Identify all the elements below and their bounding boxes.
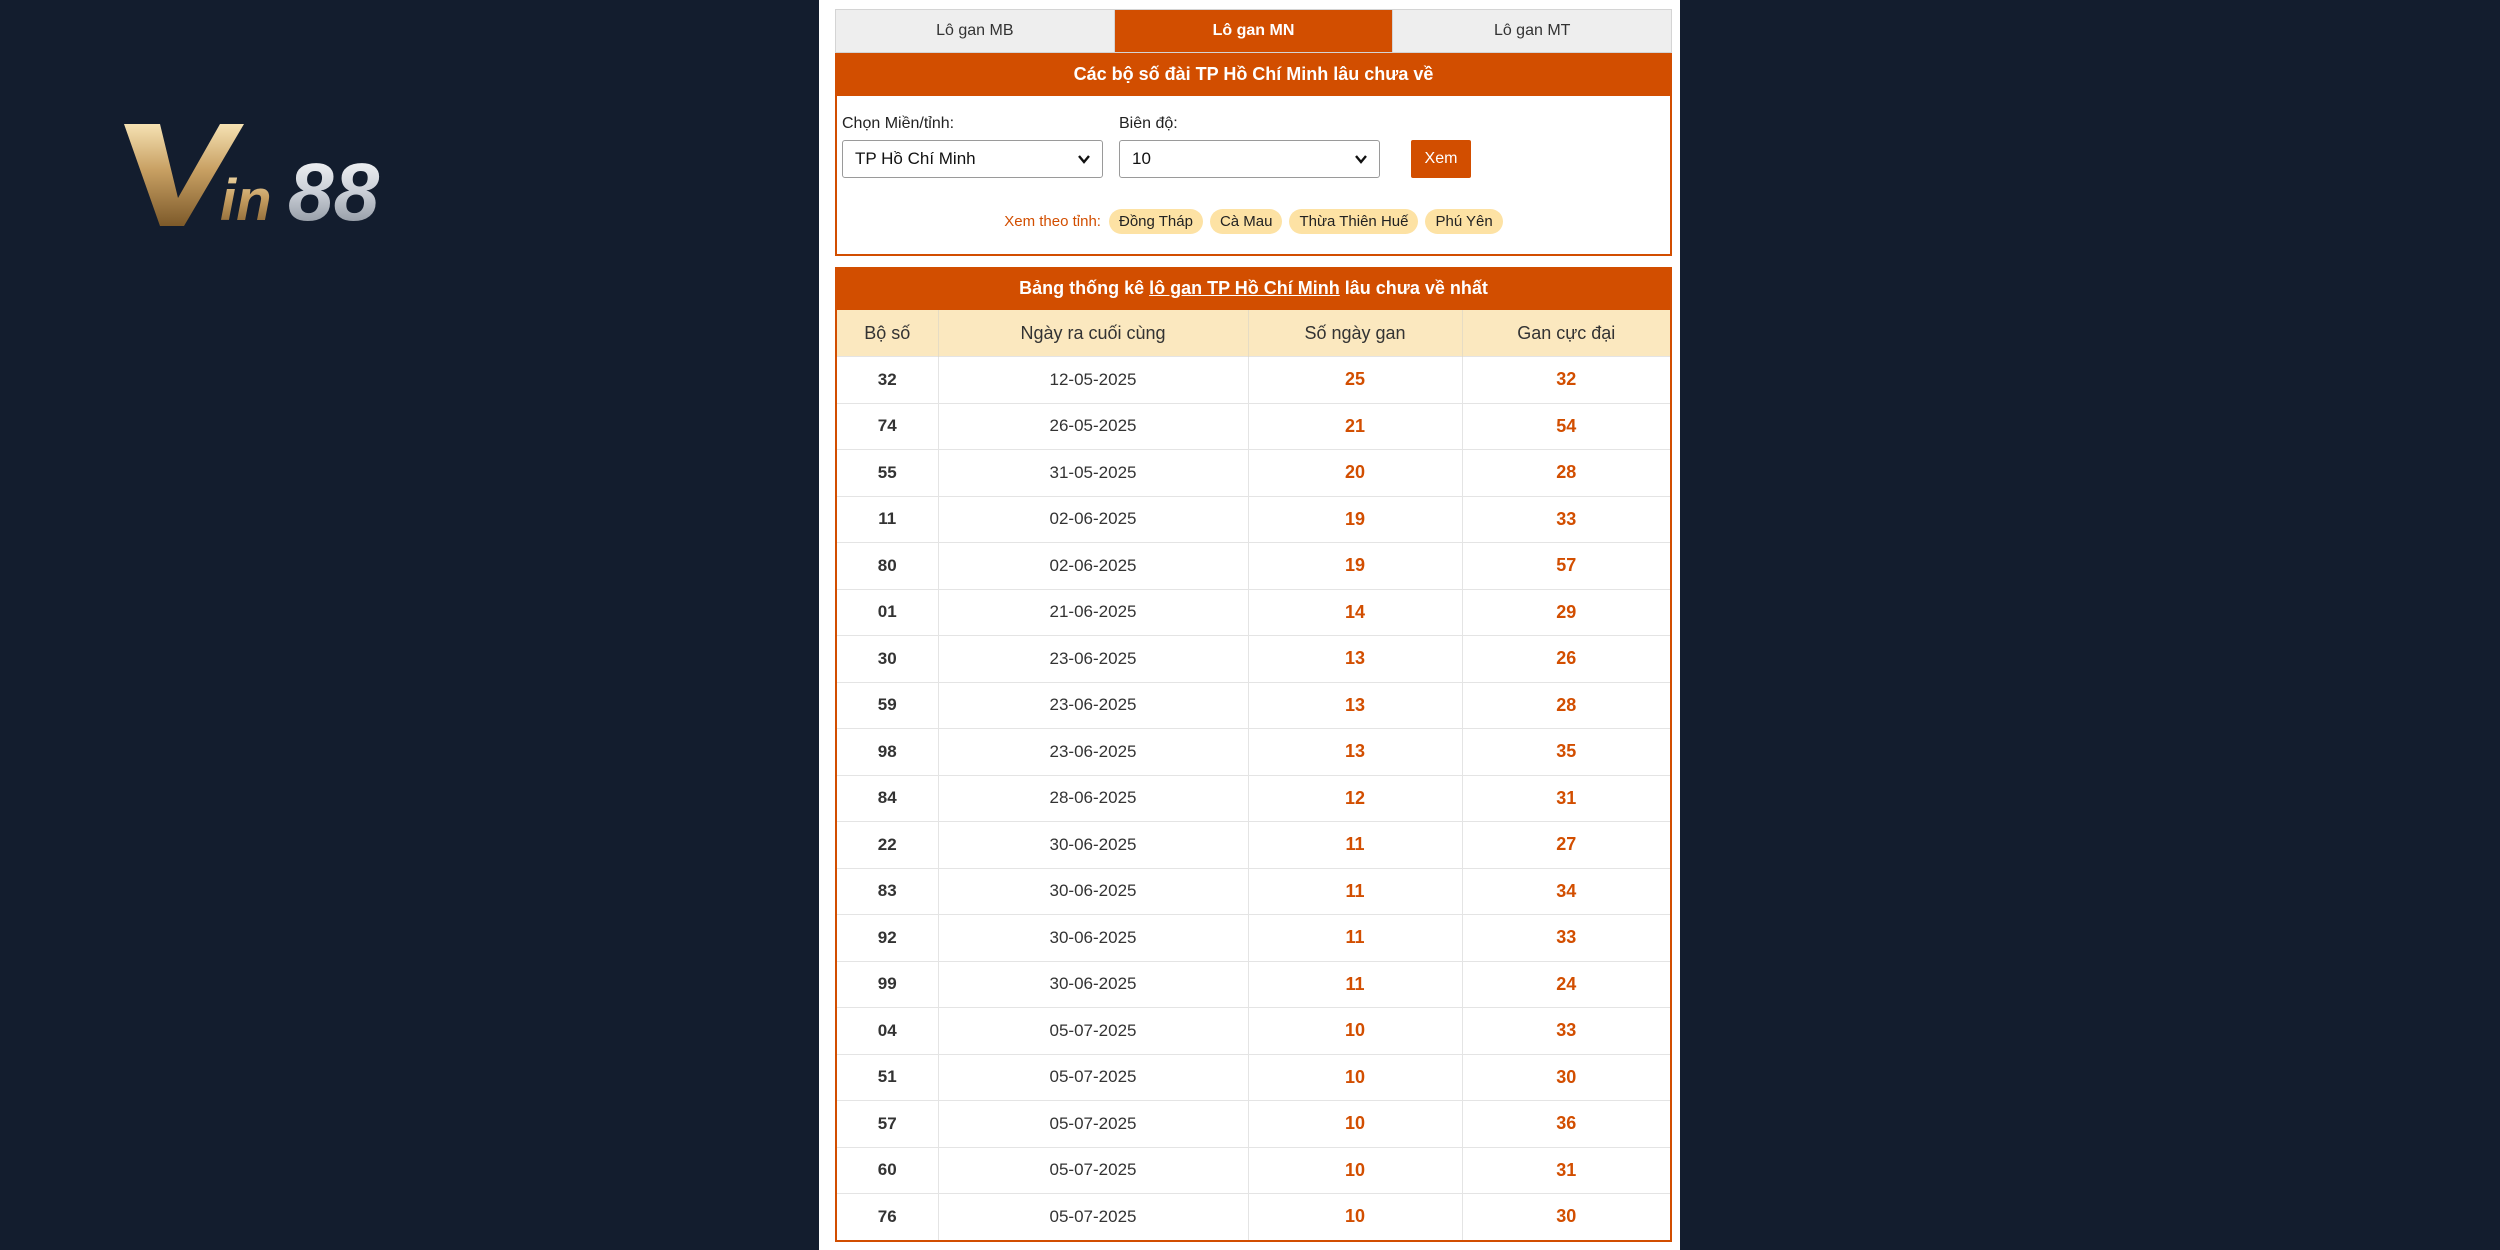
max-gap-cell: 35 <box>1462 729 1670 776</box>
days-gap-cell: 21 <box>1248 403 1462 450</box>
table-row <box>837 1101 1670 1148</box>
max-gap-cell: 27 <box>1462 822 1670 869</box>
number-cell: 80 <box>837 543 938 590</box>
province-label: Xem theo tỉnh: <box>1004 213 1101 230</box>
table-row <box>837 357 1670 404</box>
number-cell: 60 <box>837 1147 938 1194</box>
max-gap-cell: 34 <box>1462 868 1670 915</box>
table-row <box>837 775 1670 822</box>
range-label: Biên độ: <box>1119 115 1178 132</box>
tab-lo-gan-mn[interactable]: Lô gan MN <box>1115 10 1394 52</box>
days-gap-cell: 20 <box>1248 450 1462 497</box>
days-gap-cell: 10 <box>1248 1147 1462 1194</box>
days-gap-cell: 11 <box>1248 868 1462 915</box>
vin88-logo <box>120 110 480 240</box>
region-select-value: TP Hồ Chí Minh <box>855 149 976 168</box>
days-gap-cell: 10 <box>1248 1101 1462 1148</box>
province-chip-thua-thien-hue[interactable]: Thừa Thiên Huế <box>1289 209 1418 234</box>
last-date-cell: 23-06-2025 <box>938 682 1248 729</box>
last-date-cell: 05-07-2025 <box>938 1008 1248 1055</box>
main-panel <box>819 0 1680 1250</box>
number-cell: 55 <box>837 450 938 497</box>
days-gap-cell: 19 <box>1248 543 1462 590</box>
max-gap-cell: 33 <box>1462 496 1670 543</box>
number-cell: 51 <box>837 1054 938 1101</box>
last-date-cell: 02-06-2025 <box>938 496 1248 543</box>
number-cell: 74 <box>837 403 938 450</box>
max-gap-cell: 57 <box>1462 543 1670 590</box>
last-date-cell: 12-05-2025 <box>938 357 1248 404</box>
table-title <box>837 267 1670 310</box>
max-gap-cell: 29 <box>1462 589 1670 636</box>
filter-title: Các bộ số đài TP Hồ Chí Minh lâu chưa về <box>837 53 1670 96</box>
days-gap-cell: 13 <box>1248 729 1462 776</box>
days-gap-cell: 10 <box>1248 1054 1462 1101</box>
last-date-cell: 30-06-2025 <box>938 868 1248 915</box>
last-date-cell: 05-07-2025 <box>938 1101 1248 1148</box>
days-gap-cell: 11 <box>1248 915 1462 962</box>
chevron-down-icon <box>1353 151 1369 167</box>
table-row <box>837 1147 1670 1194</box>
region-tabs <box>835 9 1672 53</box>
number-cell: 92 <box>837 915 938 962</box>
max-gap-cell: 24 <box>1462 961 1670 1008</box>
number-cell: 84 <box>837 775 938 822</box>
table-row <box>837 450 1670 497</box>
last-date-cell: 05-07-2025 <box>938 1147 1248 1194</box>
last-date-cell: 31-05-2025 <box>938 450 1248 497</box>
number-cell: 99 <box>837 961 938 1008</box>
province-chip-phu-yen[interactable]: Phú Yên <box>1425 209 1502 234</box>
number-cell: 11 <box>837 496 938 543</box>
table-row <box>837 729 1670 776</box>
table-row <box>837 636 1670 683</box>
last-date-cell: 26-05-2025 <box>938 403 1248 450</box>
column-header: Bộ số <box>837 310 938 357</box>
table-row <box>837 1008 1670 1055</box>
number-cell: 57 <box>837 1101 938 1148</box>
lo-gan-table <box>837 310 1670 1240</box>
max-gap-cell: 30 <box>1462 1054 1670 1101</box>
table-row <box>837 961 1670 1008</box>
max-gap-cell: 36 <box>1462 1101 1670 1148</box>
max-gap-cell: 31 <box>1462 775 1670 822</box>
table-title-prefix: Bảng thống kê <box>1019 278 1145 298</box>
last-date-cell: 05-07-2025 <box>938 1194 1248 1240</box>
days-gap-cell: 14 <box>1248 589 1462 636</box>
number-cell: 30 <box>837 636 938 683</box>
table-row <box>837 822 1670 869</box>
table-title-link[interactable]: lô gan TP Hồ Chí Minh <box>1149 278 1340 298</box>
last-date-cell: 28-06-2025 <box>938 775 1248 822</box>
tab-lo-gan-mt[interactable]: Lô gan MT <box>1393 10 1671 52</box>
column-header: Số ngày gan <box>1248 310 1462 357</box>
number-cell: 59 <box>837 682 938 729</box>
last-date-cell: 30-06-2025 <box>938 961 1248 1008</box>
days-gap-cell: 11 <box>1248 961 1462 1008</box>
region-label: Chọn Miền/tỉnh: <box>842 115 955 132</box>
table-row <box>837 915 1670 962</box>
stats-table-box <box>835 267 1672 1242</box>
number-cell: 98 <box>837 729 938 776</box>
number-cell: 22 <box>837 822 938 869</box>
last-date-cell: 30-06-2025 <box>938 822 1248 869</box>
table-row <box>837 682 1670 729</box>
range-select[interactable] <box>1119 140 1380 178</box>
max-gap-cell: 32 <box>1462 357 1670 404</box>
region-select[interactable] <box>842 140 1103 178</box>
tab-lo-gan-mb[interactable]: Lô gan MB <box>836 10 1115 52</box>
province-chip-dong-thap[interactable]: Đồng Tháp <box>1109 209 1203 234</box>
days-gap-cell: 19 <box>1248 496 1462 543</box>
svg-text:88: 88 <box>288 147 380 238</box>
table-header-row <box>837 310 1670 357</box>
column-header: Ngày ra cuối cùng <box>938 310 1248 357</box>
days-gap-cell: 12 <box>1248 775 1462 822</box>
last-date-cell: 23-06-2025 <box>938 729 1248 776</box>
table-title-suffix: lâu chưa về nhất <box>1344 278 1488 298</box>
max-gap-cell: 30 <box>1462 1194 1670 1240</box>
table-row <box>837 543 1670 590</box>
days-gap-cell: 13 <box>1248 682 1462 729</box>
svg-text:in: in <box>220 168 272 233</box>
days-gap-cell: 25 <box>1248 357 1462 404</box>
max-gap-cell: 54 <box>1462 403 1670 450</box>
number-cell: 83 <box>837 868 938 915</box>
chevron-down-icon <box>1076 151 1092 167</box>
max-gap-cell: 33 <box>1462 915 1670 962</box>
province-chip-ca-mau[interactable]: Cà Mau <box>1210 209 1283 234</box>
max-gap-cell: 28 <box>1462 450 1670 497</box>
days-gap-cell: 10 <box>1248 1194 1462 1240</box>
max-gap-cell: 31 <box>1462 1147 1670 1194</box>
table-row <box>837 868 1670 915</box>
column-header: Gan cực đại <box>1462 310 1670 357</box>
province-links <box>837 209 1670 234</box>
view-button[interactable]: Xem <box>1411 140 1471 178</box>
days-gap-cell: 10 <box>1248 1008 1462 1055</box>
days-gap-cell: 11 <box>1248 822 1462 869</box>
table-row <box>837 496 1670 543</box>
max-gap-cell: 28 <box>1462 682 1670 729</box>
filter-box <box>835 53 1672 256</box>
table-row <box>837 589 1670 636</box>
table-row <box>837 403 1670 450</box>
number-cell: 32 <box>837 357 938 404</box>
max-gap-cell: 33 <box>1462 1008 1670 1055</box>
table-row <box>837 1194 1670 1240</box>
table-row <box>837 1054 1670 1101</box>
range-select-value: 10 <box>1132 149 1151 168</box>
last-date-cell: 02-06-2025 <box>938 543 1248 590</box>
days-gap-cell: 13 <box>1248 636 1462 683</box>
max-gap-cell: 26 <box>1462 636 1670 683</box>
last-date-cell: 23-06-2025 <box>938 636 1248 683</box>
last-date-cell: 05-07-2025 <box>938 1054 1248 1101</box>
last-date-cell: 30-06-2025 <box>938 915 1248 962</box>
number-cell: 76 <box>837 1194 938 1240</box>
number-cell: 01 <box>837 589 938 636</box>
number-cell: 04 <box>837 1008 938 1055</box>
last-date-cell: 21-06-2025 <box>938 589 1248 636</box>
